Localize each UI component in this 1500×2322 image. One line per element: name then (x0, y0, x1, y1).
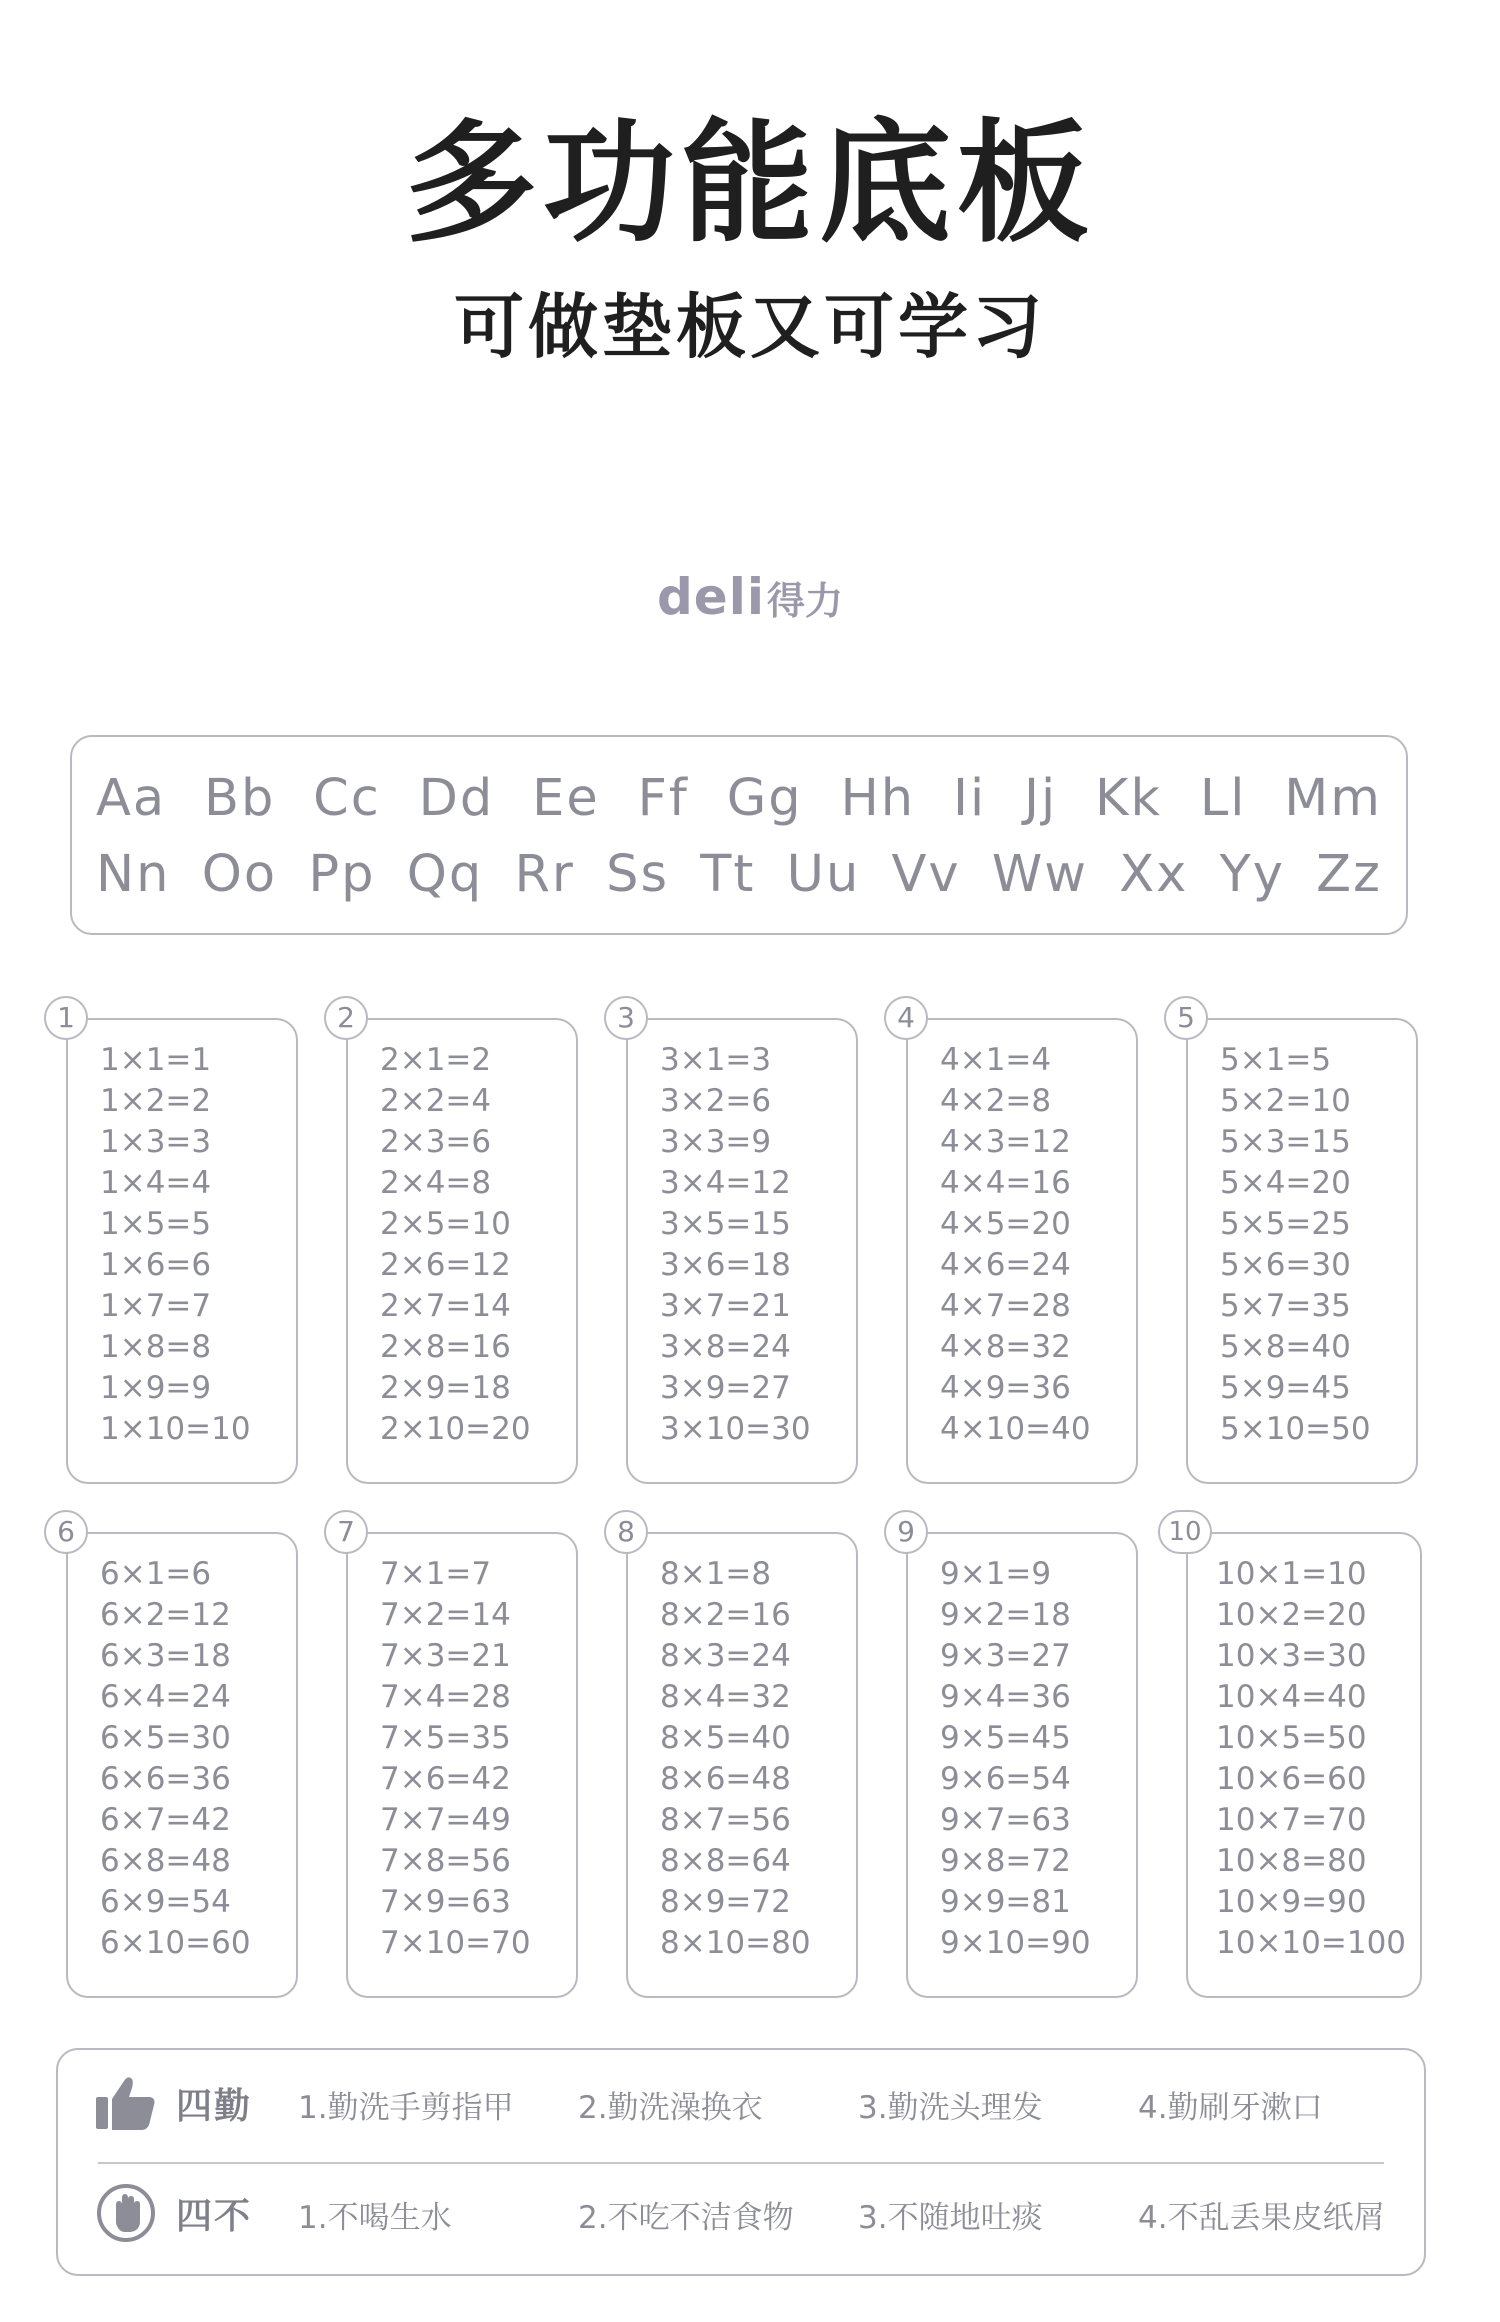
table-line: 3×1=3 (660, 1042, 772, 1078)
stop-hand-icon (94, 2183, 158, 2243)
letter-pair: Ff (637, 769, 689, 828)
alphabet-row-2 (96, 845, 1382, 904)
table-line: 6×9=54 (100, 1884, 231, 1920)
four-do-item: 4.勤刷牙漱口 (1138, 2090, 1323, 2126)
letter-pair: Bb (203, 769, 276, 828)
table-lines (660, 1040, 852, 1450)
table-line: 1×10=10 (100, 1411, 251, 1447)
table-lines (1216, 1554, 1416, 1964)
four-do-item: 3.勤洗头理发 (858, 2090, 1043, 2126)
table-line: 3×3=9 (660, 1124, 772, 1160)
table-line: 9×4=36 (940, 1679, 1071, 1715)
table-line: 8×2=16 (660, 1597, 791, 1633)
table-number-badge: 8 (604, 1510, 648, 1554)
table-line: 7×5=35 (380, 1720, 511, 1756)
brand-logo-cn: 得力 (766, 579, 843, 623)
table-line: 3×7=21 (660, 1288, 791, 1324)
four-do-item: 1.勤洗手剪指甲 (298, 2090, 514, 2126)
letter-pair: Ss (606, 845, 670, 904)
table-line: 2×6=12 (380, 1247, 511, 1283)
table-line: 9×6=54 (940, 1761, 1071, 1797)
table-line: 1×1=1 (100, 1042, 212, 1078)
letter-pair: Hh (840, 769, 916, 828)
times-table-1 (57, 1001, 298, 1484)
table-line: 6×6=36 (100, 1761, 231, 1797)
table-number-badge: 6 (44, 1510, 88, 1554)
table-line: 5×6=30 (1220, 1247, 1351, 1283)
table-line: 9×7=63 (940, 1802, 1071, 1838)
table-line: 9×1=9 (940, 1556, 1052, 1592)
table-line: 10×8=80 (1216, 1843, 1367, 1879)
page-title: 多功能底板 (405, 107, 1095, 261)
table-line: 3×10=30 (660, 1411, 811, 1447)
table-line: 3×8=24 (660, 1329, 791, 1365)
table-line: 4×9=36 (940, 1370, 1071, 1406)
four-dont-item: 3.不随地吐痰 (858, 2200, 1043, 2236)
table-line: 6×7=42 (100, 1802, 231, 1838)
table-line: 2×3=6 (380, 1124, 492, 1160)
table-line: 10×2=20 (1216, 1597, 1367, 1633)
table-lines (1220, 1040, 1412, 1450)
table-line: 2×1=2 (380, 1042, 492, 1078)
table-lines (940, 1554, 1132, 1964)
alphabet-panel (70, 735, 1408, 935)
table-line: 4×7=28 (940, 1288, 1071, 1324)
table-lines (940, 1040, 1132, 1450)
table-number-badge: 1 (44, 996, 88, 1040)
table-number-badge: 7 (324, 1510, 368, 1554)
table-line: 2×5=10 (380, 1206, 511, 1242)
table-line: 1×2=2 (100, 1083, 212, 1119)
table-line: 10×5=50 (1216, 1720, 1367, 1756)
four-do-item: 2.勤洗澡换衣 (578, 2090, 763, 2126)
four-dont-title: 四不 (176, 2196, 253, 2237)
table-line: 5×1=5 (1220, 1042, 1332, 1078)
table-line: 3×6=18 (660, 1247, 791, 1283)
table-line: 6×2=12 (100, 1597, 231, 1633)
table-line: 4×2=8 (940, 1083, 1052, 1119)
letter-pair: Nn (96, 845, 171, 904)
letter-pair: Ee (532, 769, 600, 828)
table-number-badge: 4 (884, 996, 928, 1040)
table-line: 8×3=24 (660, 1638, 791, 1674)
letter-pair: Dd (418, 769, 495, 828)
table-line: 1×6=6 (100, 1247, 212, 1283)
table-line: 7×9=63 (380, 1884, 511, 1920)
table-line: 8×1=8 (660, 1556, 772, 1592)
table-line: 5×3=15 (1220, 1124, 1351, 1160)
table-line: 4×10=40 (940, 1411, 1091, 1447)
table-number-badge: 2 (324, 996, 368, 1040)
four-do-row (58, 2068, 1424, 2138)
four-do-title: 四勤 (176, 2086, 253, 2127)
table-line: 10×9=90 (1216, 1884, 1367, 1920)
times-table-4 (897, 1001, 1138, 1484)
table-line: 6×3=18 (100, 1638, 231, 1674)
times-table-3 (617, 1001, 858, 1484)
table-line: 5×7=35 (1220, 1288, 1351, 1324)
table-line: 5×4=20 (1220, 1165, 1351, 1201)
table-line: 7×2=14 (380, 1597, 511, 1633)
times-table-9 (897, 1515, 1138, 1998)
table-line: 4×5=20 (940, 1206, 1071, 1242)
table-line: 4×6=24 (940, 1247, 1071, 1283)
letter-pair: Cc (313, 769, 381, 828)
letter-pair: Yy (1219, 845, 1285, 904)
table-line: 6×5=30 (100, 1720, 231, 1756)
table-line: 8×4=32 (660, 1679, 791, 1715)
table-line: 10×10=100 (1216, 1925, 1407, 1961)
table-lines (100, 1554, 292, 1964)
table-lines (660, 1554, 852, 1964)
table-line: 9×3=27 (940, 1638, 1071, 1674)
table-line: 10×1=10 (1216, 1556, 1367, 1592)
table-line: 5×8=40 (1220, 1329, 1351, 1365)
table-line: 1×9=9 (100, 1370, 212, 1406)
table-line: 6×1=6 (100, 1556, 212, 1592)
table-line: 10×4=40 (1216, 1679, 1367, 1715)
table-line: 4×1=4 (940, 1042, 1052, 1078)
table-line: 5×2=10 (1220, 1083, 1351, 1119)
table-line: 9×8=72 (940, 1843, 1071, 1879)
rules-divider (98, 2162, 1384, 2164)
table-line: 7×1=7 (380, 1556, 492, 1592)
letter-pair: Kk (1095, 769, 1163, 828)
table-line: 8×8=64 (660, 1843, 791, 1879)
thumbs-up-icon (94, 2073, 158, 2133)
times-table-6 (57, 1515, 298, 1998)
table-number-badge: 10 (1158, 1510, 1212, 1554)
letter-pair: Mm (1284, 769, 1382, 828)
alphabet-row-1 (96, 769, 1382, 828)
letter-pair: Ll (1199, 769, 1247, 828)
table-line: 2×10=20 (380, 1411, 531, 1447)
table-line: 2×8=16 (380, 1329, 511, 1365)
table-line: 7×3=21 (380, 1638, 511, 1674)
times-table-2 (337, 1001, 578, 1484)
table-line: 2×9=18 (380, 1370, 511, 1406)
table-line: 6×8=48 (100, 1843, 231, 1879)
table-line: 1×8=8 (100, 1329, 212, 1365)
table-line: 10×3=30 (1216, 1638, 1367, 1674)
table-line: 1×4=4 (100, 1165, 212, 1201)
brand-logo (0, 568, 1500, 626)
letter-pair: Zz (1316, 845, 1382, 904)
table-line: 9×2=18 (940, 1597, 1071, 1633)
table-line: 10×6=60 (1216, 1761, 1367, 1797)
times-table-5 (1177, 1001, 1418, 1484)
letter-pair: Gg (726, 769, 803, 828)
page-subtitle: 可做垫板又可学习 (454, 286, 1046, 368)
table-line: 8×9=72 (660, 1884, 791, 1920)
letter-pair: Tt (700, 845, 756, 904)
table-line: 4×4=16 (940, 1165, 1071, 1201)
table-number-badge: 9 (884, 1510, 928, 1554)
table-line: 6×4=24 (100, 1679, 231, 1715)
table-line: 8×6=48 (660, 1761, 791, 1797)
four-dont-item: 1.不喝生水 (298, 2200, 452, 2236)
letter-pair: Oo (201, 845, 278, 904)
table-line: 4×8=32 (940, 1329, 1071, 1365)
table-line: 3×5=15 (660, 1206, 791, 1242)
letter-pair: Vv (891, 845, 961, 904)
four-dont-row (58, 2178, 1424, 2248)
table-number-badge: 5 (1164, 996, 1208, 1040)
table-lines (380, 1040, 572, 1450)
table-line: 7×6=42 (380, 1761, 511, 1797)
table-line: 7×7=49 (380, 1802, 511, 1838)
table-line: 2×2=4 (380, 1083, 492, 1119)
table-line: 7×4=28 (380, 1679, 511, 1715)
table-line: 7×8=56 (380, 1843, 511, 1879)
table-line: 2×4=8 (380, 1165, 492, 1201)
table-line: 7×10=70 (380, 1925, 531, 1961)
times-table-8 (617, 1515, 858, 1998)
table-line: 8×10=80 (660, 1925, 811, 1961)
four-dont-item: 2.不吃不洁食物 (578, 2200, 794, 2236)
table-line: 5×5=25 (1220, 1206, 1351, 1242)
table-line: 5×10=50 (1220, 1411, 1371, 1447)
table-line: 3×2=6 (660, 1083, 772, 1119)
table-line: 5×9=45 (1220, 1370, 1351, 1406)
letter-pair: Rr (514, 845, 575, 904)
table-line: 6×10=60 (100, 1925, 251, 1961)
times-table-10 (1168, 1517, 1422, 1998)
table-line: 9×9=81 (940, 1884, 1071, 1920)
table-line: 1×3=3 (100, 1124, 212, 1160)
letter-pair: Jj (1024, 769, 1058, 828)
table-line: 3×4=12 (660, 1165, 791, 1201)
letter-pair: Pp (308, 845, 376, 904)
four-dont-item: 4.不乱丢果皮纸屑 (1138, 2200, 1385, 2236)
letter-pair: Ii (952, 769, 987, 828)
table-line: 1×7=7 (100, 1288, 212, 1324)
table-number-badge: 3 (604, 996, 648, 1040)
table-lines (380, 1554, 572, 1964)
letter-pair: Qq (406, 845, 484, 904)
table-line: 8×5=40 (660, 1720, 791, 1756)
table-line: 3×9=27 (660, 1370, 791, 1406)
table-line: 9×5=45 (940, 1720, 1071, 1756)
times-table-7 (337, 1515, 578, 1998)
brand-logo-en: deli (657, 568, 765, 626)
table-line: 4×3=12 (940, 1124, 1071, 1160)
table-line: 10×7=70 (1216, 1802, 1367, 1838)
table-line: 9×10=90 (940, 1925, 1091, 1961)
table-line: 2×7=14 (380, 1288, 511, 1324)
table-lines (100, 1040, 292, 1450)
table-line: 8×7=56 (660, 1802, 791, 1838)
letter-pair: Aa (96, 769, 167, 828)
letter-pair: Uu (786, 845, 861, 904)
letter-pair: Ww (991, 845, 1088, 904)
table-line: 1×5=5 (100, 1206, 212, 1242)
letter-pair: Xx (1119, 845, 1189, 904)
hygiene-rules-panel (56, 2048, 1426, 2276)
